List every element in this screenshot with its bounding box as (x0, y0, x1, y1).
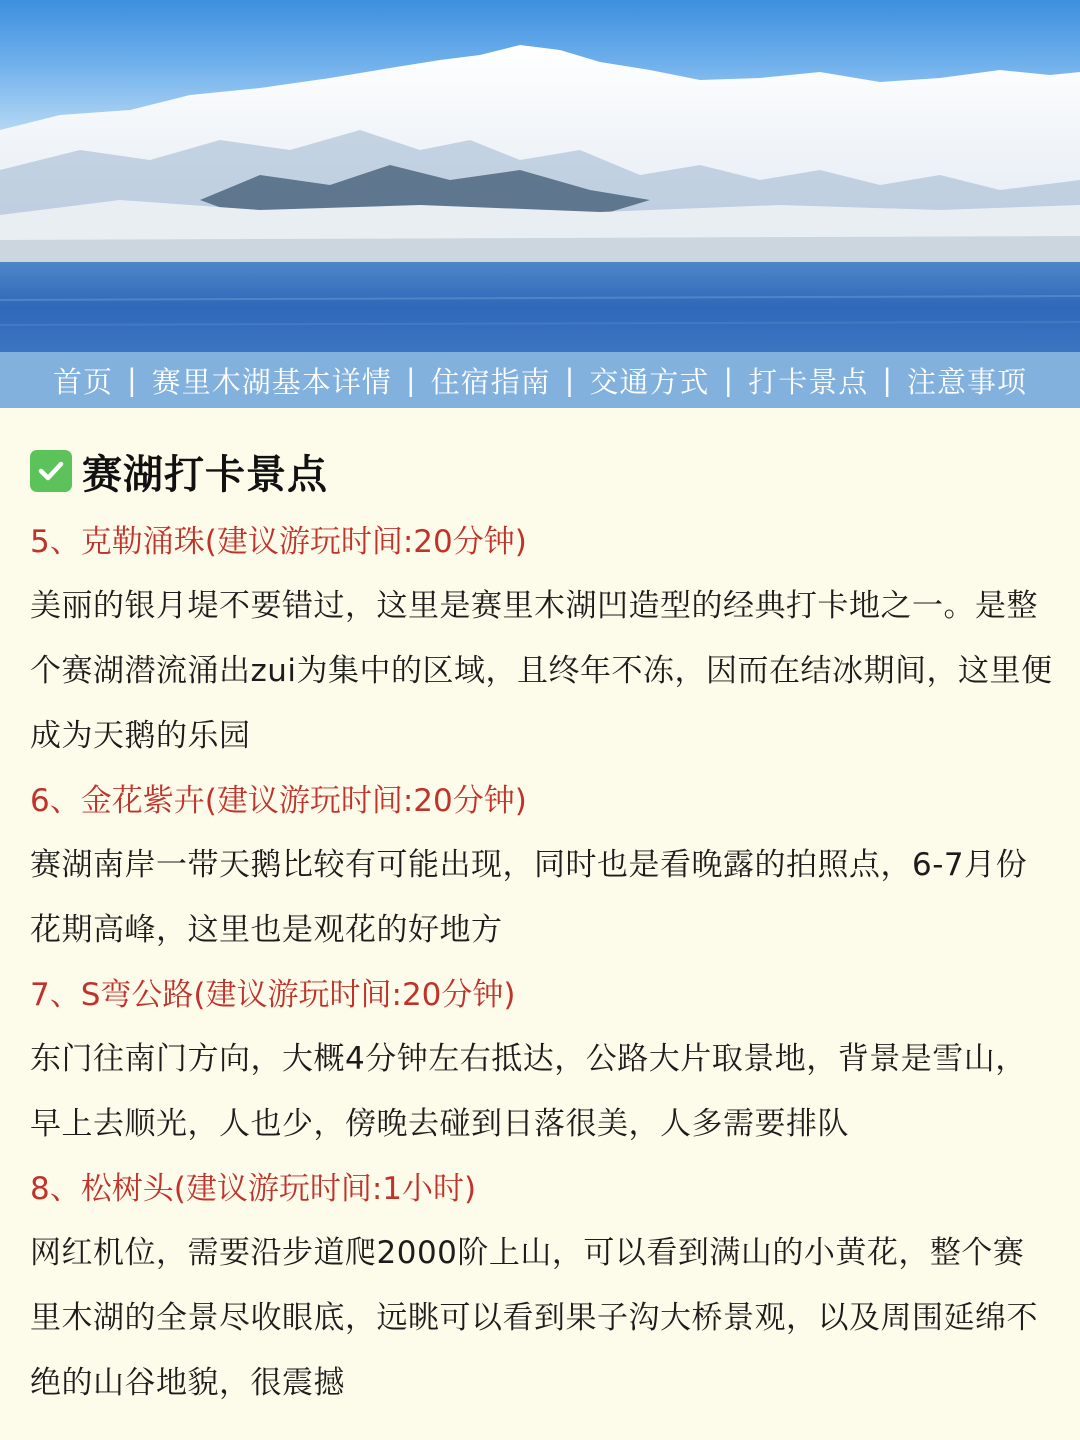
nav-item-notes[interactable]: 注意事项 (906, 364, 1027, 399)
spot-title: 8、松树头(建议游玩时间:1小时) (30, 1171, 477, 1207)
nav-separator: | (564, 363, 576, 397)
spot-item (30, 963, 1054, 1157)
nav-item-accommodation[interactable]: 住宿指南 (430, 364, 551, 399)
spot-item (30, 769, 1054, 963)
navigation-bar (0, 352, 1080, 408)
nav-item-lake-details[interactable]: 赛里木湖基本详情 (151, 364, 392, 399)
article-content (30, 440, 1054, 1416)
spot-item (30, 510, 1054, 769)
spot-item (30, 1157, 1054, 1416)
nav-separator: | (127, 363, 138, 397)
hero-photo-snow-mountain-lake (0, 0, 1080, 352)
nav-item-home[interactable]: 首页 (53, 364, 114, 399)
nav-item-transport[interactable]: 交通方式 (589, 364, 710, 399)
spot-description: 东门往南门方向，大概4分钟左右抵达，公路大片取景地，背景是雪山，早上去顺光，人也少，傍晚去碰到日落很美，人多需要排队 (30, 1041, 1027, 1142)
nav-separator: | (405, 363, 417, 397)
spot-description: 赛湖南岸一带天鹅比较有可能出现，同时也是看晚露的拍照点，6-7月份花期高峰，这里也是观花的好地方 (30, 847, 1028, 948)
nav-item-spots[interactable]: 打卡景点 (748, 364, 869, 399)
section-heading (30, 440, 1054, 502)
nav-separator: | (882, 363, 893, 397)
spot-title: 5、克勒涌珠(建议游玩时间:20分钟) (30, 524, 527, 560)
checkmark-icon (30, 450, 72, 492)
spot-description: 网红机位，需要沿步道爬2000阶上山，可以看到满山的小黄花，整个赛里木湖的全景尽收眼底，远眺可以看到果子沟大桥景观，以及周围延绵不绝的山谷地貌，很震撼 (30, 1235, 1038, 1401)
nav-separator: | (723, 363, 735, 397)
section-title: 赛湖打卡景点 (82, 451, 328, 498)
mountain-lake-illustration (0, 0, 1080, 352)
spot-title: 7、S弯公路(建议游玩时间:20分钟) (30, 977, 516, 1013)
spot-title: 6、金花紫卉(建议游玩时间:20分钟) (30, 783, 527, 819)
spot-description: 美丽的银月堤不要错过，这里是赛里木湖凹造型的经典打卡地之一。是整个赛湖潜流涌出zui为集中的区域，且终年不冻，因而在结冰期间，这里便成为天鹅的乐园 (30, 588, 1053, 754)
